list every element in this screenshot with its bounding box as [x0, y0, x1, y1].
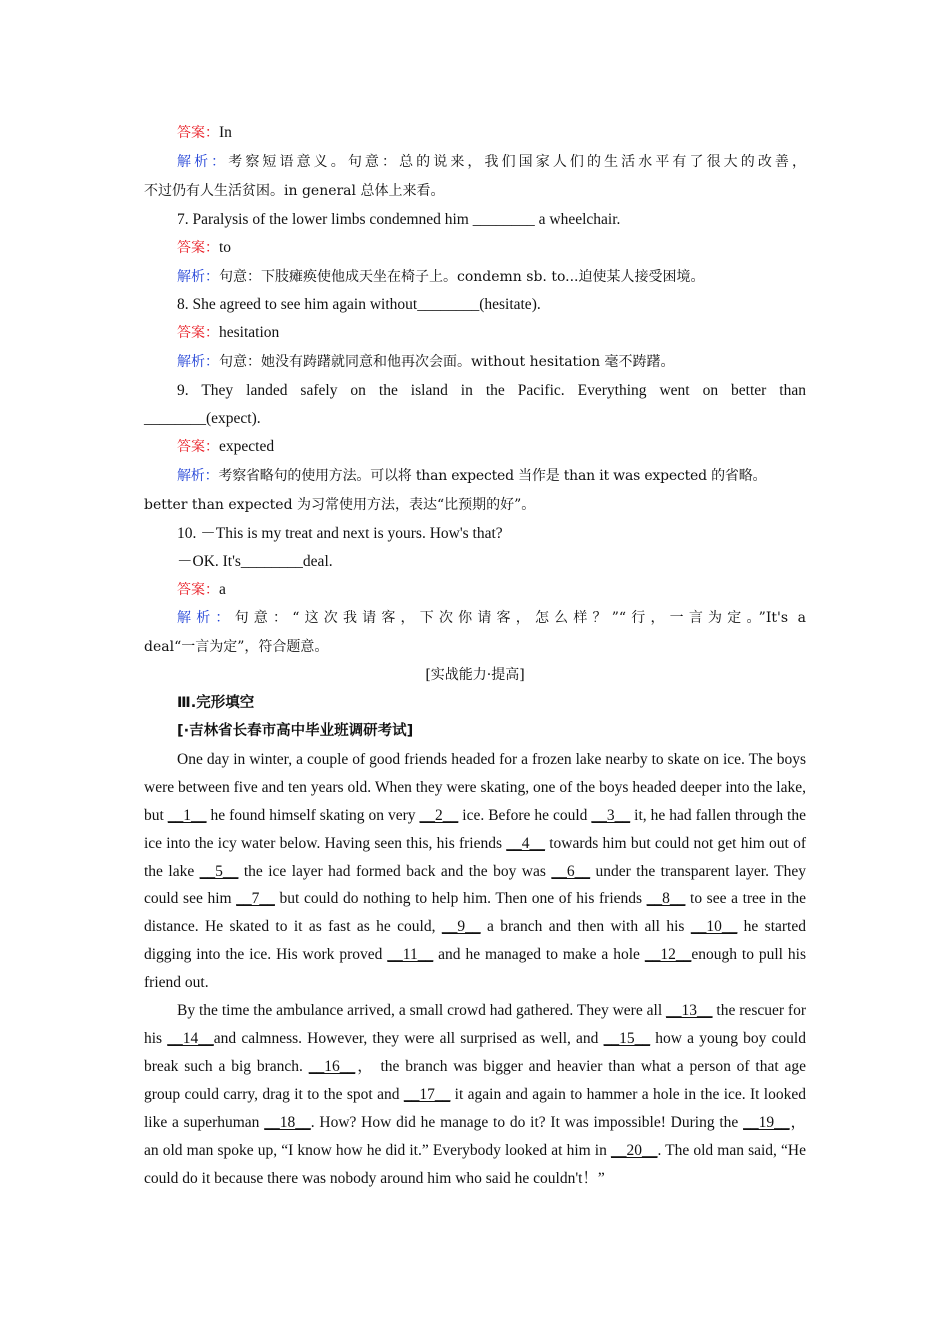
- blank-number: __17__: [403, 1085, 451, 1103]
- blank-number: __15__: [603, 1030, 651, 1047]
- analysis-line: [144, 604, 806, 633]
- blank-number: __16__: [308, 1057, 356, 1075]
- answer-label: 答案：: [177, 239, 219, 256]
- passage-segment: ， the branch was bigger and heavier than what a person of that age group could carry, drag it to the spot and: [144, 1057, 806, 1103]
- analysis-line-cont: [144, 633, 806, 662]
- answer-label: 答案：: [177, 125, 219, 141]
- blank-number: __11__: [387, 946, 434, 964]
- passage-segment: enough to pull his friend out.: [144, 946, 807, 992]
- analysis-text: better than expected 为习常使用方法，表达“比预期的好”。: [144, 496, 536, 513]
- analysis-text: 不过仍有人生活贫困。in general 总体上来看。: [144, 182, 445, 199]
- blank-number: __4__: [506, 834, 545, 852]
- passage-paragraph-2: [144, 997, 806, 1192]
- passage-segment: it again and again to hammer a hole in the ice. It looked like a superhuman: [144, 1085, 806, 1131]
- passage-text-2: [144, 1002, 806, 1186]
- analysis-text: 考察省略句的使用方法。可以将 than expected 当作是 than it was expected 的省略。: [218, 467, 767, 484]
- answer-line: [144, 576, 806, 605]
- question-8: 8. She agreed to see him again without________(hesitate).: [177, 296, 541, 314]
- passage-segment: and calmness. However, they were all surprised as well, and: [213, 1030, 604, 1047]
- question-7: 7. Paralysis of the lower limbs condemned him ________ a wheelchair.: [177, 210, 621, 228]
- analysis-label: 解析：: [177, 153, 229, 170]
- analysis-line: [144, 148, 806, 177]
- answer-label: 答案：: [177, 438, 219, 455]
- blank-number: __10__: [690, 918, 738, 936]
- passage-segment: . The old man said, “He could do it because there was nobody around him who said he couldn't！”: [144, 1141, 806, 1187]
- passage-segment: the ice layer had formed back and the boy was: [238, 862, 552, 880]
- passage-paragraph-1: [144, 746, 806, 997]
- passage-segment: under the transparent layer. They could see him: [144, 862, 806, 908]
- passage-segment: a branch and then with all his: [480, 918, 691, 936]
- question-10: 10. －This is my treat and next is yours. How's that?: [177, 524, 503, 542]
- blank-number: __19__: [743, 1113, 790, 1131]
- analysis-label: 解析：: [177, 354, 219, 371]
- analysis-label: 解析：: [177, 268, 219, 285]
- answer-line: [144, 234, 806, 263]
- passage-segment: ice. Before he could: [458, 806, 592, 824]
- blank-number: __7__: [236, 890, 275, 908]
- analysis-text: 句意：下肢瘫痪使他成天坐在椅子上。condemn sb. to...迫使某人接受困境。: [219, 268, 705, 285]
- answer-line: [144, 433, 806, 462]
- passage-segment: towards him but could not get him out of the lake: [144, 834, 806, 880]
- blank-number: __9__: [441, 918, 481, 936]
- analysis-label: 解析：: [177, 610, 235, 627]
- question-9: 9. They landed safely on the island in the Pacific. Everything went on better than: [177, 382, 806, 400]
- passage-segment: By the time the ambulance arrived, a small crowd had gathered. They were all: [177, 1002, 667, 1020]
- passage-segment: . How? How did he manage to do it? It was impossible! During the: [310, 1113, 744, 1131]
- answer-text: a: [219, 580, 226, 598]
- passage-segment: but could do nothing to help him. Then one of his friends: [274, 890, 647, 908]
- answer-line: [144, 119, 806, 148]
- section-heading: [实战能力·提高]: [425, 667, 525, 684]
- analysis-line-cont: [144, 177, 806, 206]
- answer-line: [144, 319, 806, 348]
- answer-text: In: [219, 124, 232, 141]
- passage-segment: the rescuer for his: [144, 1002, 806, 1047]
- blank-number: __20__: [610, 1141, 658, 1159]
- source-label: [·吉林省长春市高中毕业班调研考试]: [177, 723, 414, 740]
- passage-segment: and he managed to make a hole: [433, 946, 645, 964]
- question-9-cont: ________(expect).: [144, 410, 261, 428]
- answer-text: hesitation: [219, 324, 280, 342]
- part-title: Ⅲ.完形填空: [177, 695, 255, 712]
- blank-number: __5__: [199, 862, 239, 880]
- passage-segment: it, he had fallen through the ice into the icy water below. Having seen this, his friends: [144, 806, 806, 852]
- analysis-text: 句意：“这次我请客，下次你请客，怎么样？”“行，一言为定。”It's a: [234, 610, 807, 627]
- passage-segment: One day in winter, a couple of good friends headed for a frozen lake nearby to skate on ice. The boys were between five and ten years old. When they were skating, one of the boys headed deeper into the lake, but: [144, 750, 806, 824]
- analysis-line: [144, 462, 806, 491]
- blank-number: __6__: [551, 862, 591, 880]
- analysis-line-cont: [144, 491, 806, 520]
- analysis-text: 句意：她没有踌躇就同意和他再次会面。without hesitation 毫不踌躇。: [219, 354, 675, 371]
- passage-text-1: [144, 751, 806, 991]
- analysis-label: 解析：: [177, 467, 219, 484]
- analysis-text: 考察短语意义。句意：总的说来，我们国家人们的生活水平有了很大的改善，: [228, 153, 806, 170]
- passage-segment: he found himself skating on very: [206, 806, 420, 824]
- answer-text: expected: [219, 437, 275, 455]
- blank-number: __8__: [646, 890, 686, 908]
- blank-number: __13__: [666, 1002, 713, 1020]
- answer-text: to: [219, 238, 232, 256]
- passage-segment: to see a tree in the distance. He skated to it as fast as he could,: [144, 890, 807, 936]
- blank-number: __18__: [264, 1113, 311, 1131]
- analysis-text: deal“一言为定”，符合题意。: [144, 639, 329, 656]
- passage-segment: he started digging into the ice. His work proved: [144, 918, 806, 964]
- answer-label: 答案：: [177, 581, 219, 598]
- blank-number: __12__: [644, 946, 692, 964]
- question-10-reply: －OK. It's________deal.: [177, 552, 333, 570]
- blank-number: __14__: [167, 1030, 214, 1047]
- blank-number: __3__: [591, 806, 631, 824]
- analysis-line: [144, 263, 806, 292]
- passage-segment: ， an old man spoke up, “I know how he did it.” Everybody looked at him in: [144, 1113, 806, 1159]
- answer-label: 答案：: [177, 325, 219, 342]
- blank-number: __1__: [167, 806, 207, 824]
- passage-segment: how a young boy could break such a big branch.: [144, 1030, 806, 1075]
- document-page: [144, 119, 806, 1192]
- analysis-line: [144, 348, 806, 377]
- blank-number: __2__: [419, 806, 459, 824]
